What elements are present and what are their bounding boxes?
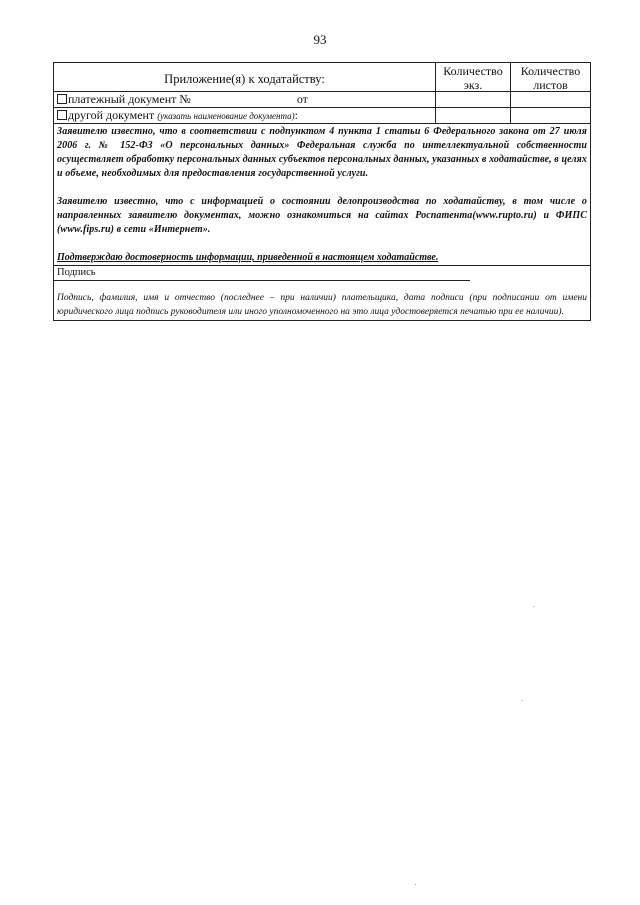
table-row-other-document (54, 108, 590, 124)
attachments-title: Приложение(я) к ходатайству: (54, 63, 436, 91)
other-document-colon: : (294, 108, 298, 122)
notice-paragraph-personal-data: Заявителю известно, что в соответствии с подпунктом 4 пункта 1 статьи 6 Федерального закона от 27 июля 2006 г. № 152-ФЗ «О персональных данных» Федеральная служба по интеллектуальной собственности осуществляет обработку персональных данных субъектов персональных данных, указанных в ходатайстве, в целях и объеме, необходимых для предоставления государственной услуги. (57, 126, 588, 179)
other-document-hint: (указать наименование документа) (157, 111, 295, 121)
confirmation-statement: Подтверждаю достоверность информации, приведенной в настоящем ходатайстве. (54, 251, 590, 266)
payment-document-checkbox[interactable] (57, 94, 67, 104)
signature-label: Подпись (54, 266, 470, 281)
table-header (54, 63, 590, 92)
other-document-label: другой документ (68, 108, 158, 122)
scan-speck (522, 700, 523, 701)
other-copies-cell[interactable] (436, 108, 511, 123)
page-number: 93 (313, 32, 327, 47)
payment-document-label: платежный документ № (68, 92, 191, 106)
payment-document-date-label: от (296, 92, 308, 106)
other-document-checkbox[interactable] (57, 110, 67, 120)
payment-copies-cell[interactable] (436, 92, 511, 107)
signature-note: Подпись, фамилия, имя и отчество (последнее – при наличии) плательщика, дата подписи (при подписании от имени юридического лица подпись руководителя или иного уполномоченного на это лица удостоверяется печатью при ее наличии). (57, 293, 587, 317)
payment-sheets-cell[interactable] (511, 92, 590, 107)
scan-speck (533, 606, 534, 607)
copies-column-header: Количество экз. (436, 63, 511, 91)
personal-data-notice (54, 124, 590, 251)
scan-speck (415, 884, 416, 885)
other-sheets-cell[interactable] (511, 108, 590, 123)
petition-attachments-form (53, 62, 591, 321)
table-row-payment-document (54, 92, 590, 108)
sheets-column-header: Количество листов (520, 64, 581, 92)
notice-paragraph-status-info: Заявителю известно, что с информацией о состоянии делопроизводства по ходатайству, в том числе о направленных заявителю документах, можно ознакомиться на сайтах Роспатента(www.rupto.ru) и ФИПС (www.fips.ru) в сети «Интернет». (57, 196, 587, 235)
